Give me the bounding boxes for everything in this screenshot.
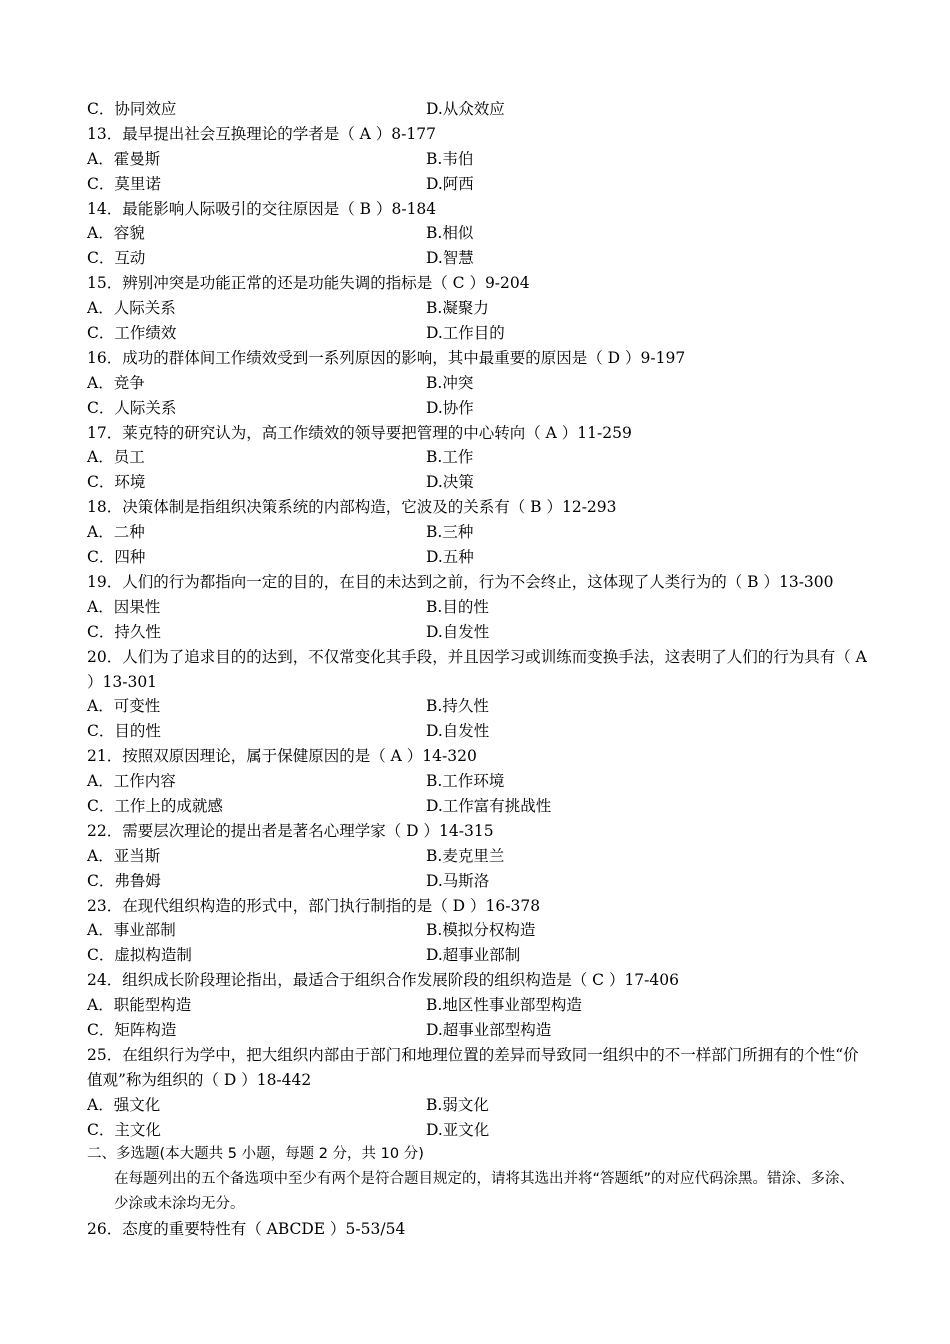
question-17: 17．莱克特的研究认为，高工作绩效的领导要把管理的中心转向（ A ）11-259 [87,423,632,442]
question-24: 24．组织成长阶段理论指出，最适合于组织合作发展阶段的组织构造是（ C ）17-406 [87,971,679,990]
option-row [87,371,867,396]
option-row [87,769,867,794]
option-c: C．环境 [87,473,146,492]
option-row [87,1093,867,1118]
option-c: C．人际关系 [87,398,177,417]
option-d: D.超事业部型构造 [426,1021,552,1039]
option-row [87,694,867,719]
question-14: 14．最能影响人际吸引的交往原因是（ B ）8-184 [87,199,437,218]
option-row [87,147,867,172]
option-row [87,97,867,122]
option-a: A．亚当斯 [87,846,161,865]
option-c: C．协同效应 [87,100,177,118]
option-d: D.五种 [426,548,474,567]
option-d: D.阿西 [426,174,474,193]
option-b: B.麦克里兰 [426,846,505,865]
option-a: A．强文化 [87,1095,161,1114]
question-25: 25．在组织行为学中，把大组织内部由于部门和地理位置的差异而导致同一组织中的不一样部门所拥有的个性“价值观”称为组织的（ D ）18-442 [87,1045,859,1089]
option-c: C．工作绩效 [87,324,177,343]
question-20: 20．人们为了追求目的的达到，不仅常变化其手段，并且因学习或训练而变换手法，这表明了人们的行为具有（ A ）13-301 [87,647,867,691]
option-a: A．事业部制 [87,921,176,940]
option-b: B.冲突 [426,373,474,392]
option-row [87,620,867,645]
question-13: 13．最早提出社会互换理论的学者是（ A ）8-177 [87,124,436,143]
exam-page [87,97,867,1242]
option-row [87,794,867,819]
option-c: C．持久性 [87,622,161,641]
option-d: D.马斯洛 [426,871,490,890]
option-b: B.弱文化 [426,1095,489,1114]
option-c: C．矩阵构造 [87,1021,177,1039]
option-a: A．工作内容 [87,772,176,791]
option-row [87,221,867,246]
option-row [87,719,867,744]
option-row [87,545,867,570]
option-b: B.地区性事业部型构造 [426,996,582,1015]
option-row [87,296,867,321]
option-a: A．人际关系 [87,299,176,318]
option-a: A．员工 [87,448,145,467]
option-d: D.智慧 [426,249,474,268]
option-row [87,445,867,470]
option-c: C．互动 [87,249,146,268]
option-d: D.从众效应 [426,100,505,118]
option-row [87,520,867,545]
question-15: 15．辨别冲突是功能正常的还是功能失调的指标是（ C ）9-204 [87,274,530,293]
option-row [87,844,867,869]
option-a: A．竞争 [87,373,145,392]
option-c: C．莫里诺 [87,174,161,193]
question-22: 22．需要层次理论的提出者是著名心理学家（ D ）14-315 [87,821,494,840]
option-row [87,246,867,271]
option-b: B.目的性 [426,597,489,616]
option-row [87,993,867,1018]
option-d: D.决策 [426,473,474,492]
option-row [87,396,867,421]
option-d: D.自发性 [426,622,490,641]
section-instructions: 在每题列出的五个备选项中至少有两个是符合题目规定的，请将其选出并将“答题纸”的对应代码涂黑。错涂、多涂、少涂或未涂均无分。 [114,1171,855,1213]
option-a: A．容貌 [87,224,145,243]
option-row [87,470,867,495]
option-c: C．工作上的成就感 [87,796,223,815]
option-b: B.相似 [426,224,474,243]
option-c: C．主文化 [87,1120,161,1139]
option-b: B.模拟分权构造 [426,921,536,940]
option-row [87,595,867,620]
question-16: 16．成功的群体间工作绩效受到一系列原因的影响，其中最重要的原因是（ D ）9-197 [87,348,686,367]
option-c: C．虚拟构造制 [87,946,192,965]
option-row [87,918,867,943]
option-b: B.工作 [426,448,474,467]
option-b: B.持久性 [426,697,489,716]
option-row [87,1118,867,1143]
question-19: 19．人们的行为都指向一定的目的，在目的未达到之前，行为不会终止，这体现了人类行为的（ B ）13-300 [87,572,834,591]
option-d: D.超事业部制 [426,946,521,965]
option-b: B.韦伯 [426,149,474,168]
section-heading: 二、多选题(本大题共 5 小题，每题 2 分，共 10 分) [87,1146,424,1163]
option-row [87,869,867,894]
option-a: A．因果性 [87,597,161,616]
option-row [87,172,867,197]
option-b: B.三种 [426,523,474,542]
option-b: B.工作环境 [426,772,505,791]
option-d: D.工作富有挑战性 [426,796,552,815]
option-c: C．弗鲁姆 [87,871,161,890]
option-d: D.亚文化 [426,1120,490,1139]
question-21: 21．按照双原因理论，属于保健原因的是（ A ）14-320 [87,747,477,766]
option-b: B.凝聚力 [426,299,489,318]
question-18: 18．决策体制是指组织决策系统的内部构造，它波及的关系有（ B ）12-293 [87,498,617,517]
option-a: A．霍曼斯 [87,149,161,168]
option-a: A．职能型构造 [87,996,192,1015]
option-c: C．目的性 [87,722,161,741]
option-d: D.工作目的 [426,324,505,343]
option-a: A．二种 [87,523,145,542]
option-d: D.自发性 [426,722,490,741]
option-c: C．四种 [87,548,146,567]
option-d: D.协作 [426,398,474,417]
option-row [87,321,867,346]
question-23: 23．在现代组织构造的形式中，部门执行制指的是（ D ）16-378 [87,896,541,915]
option-row [87,943,867,968]
question-26: 26．态度的重要特性有（ ABCDE ）5-53/54 [87,1220,406,1239]
option-a: A．可变性 [87,697,161,716]
option-row [87,1018,867,1043]
